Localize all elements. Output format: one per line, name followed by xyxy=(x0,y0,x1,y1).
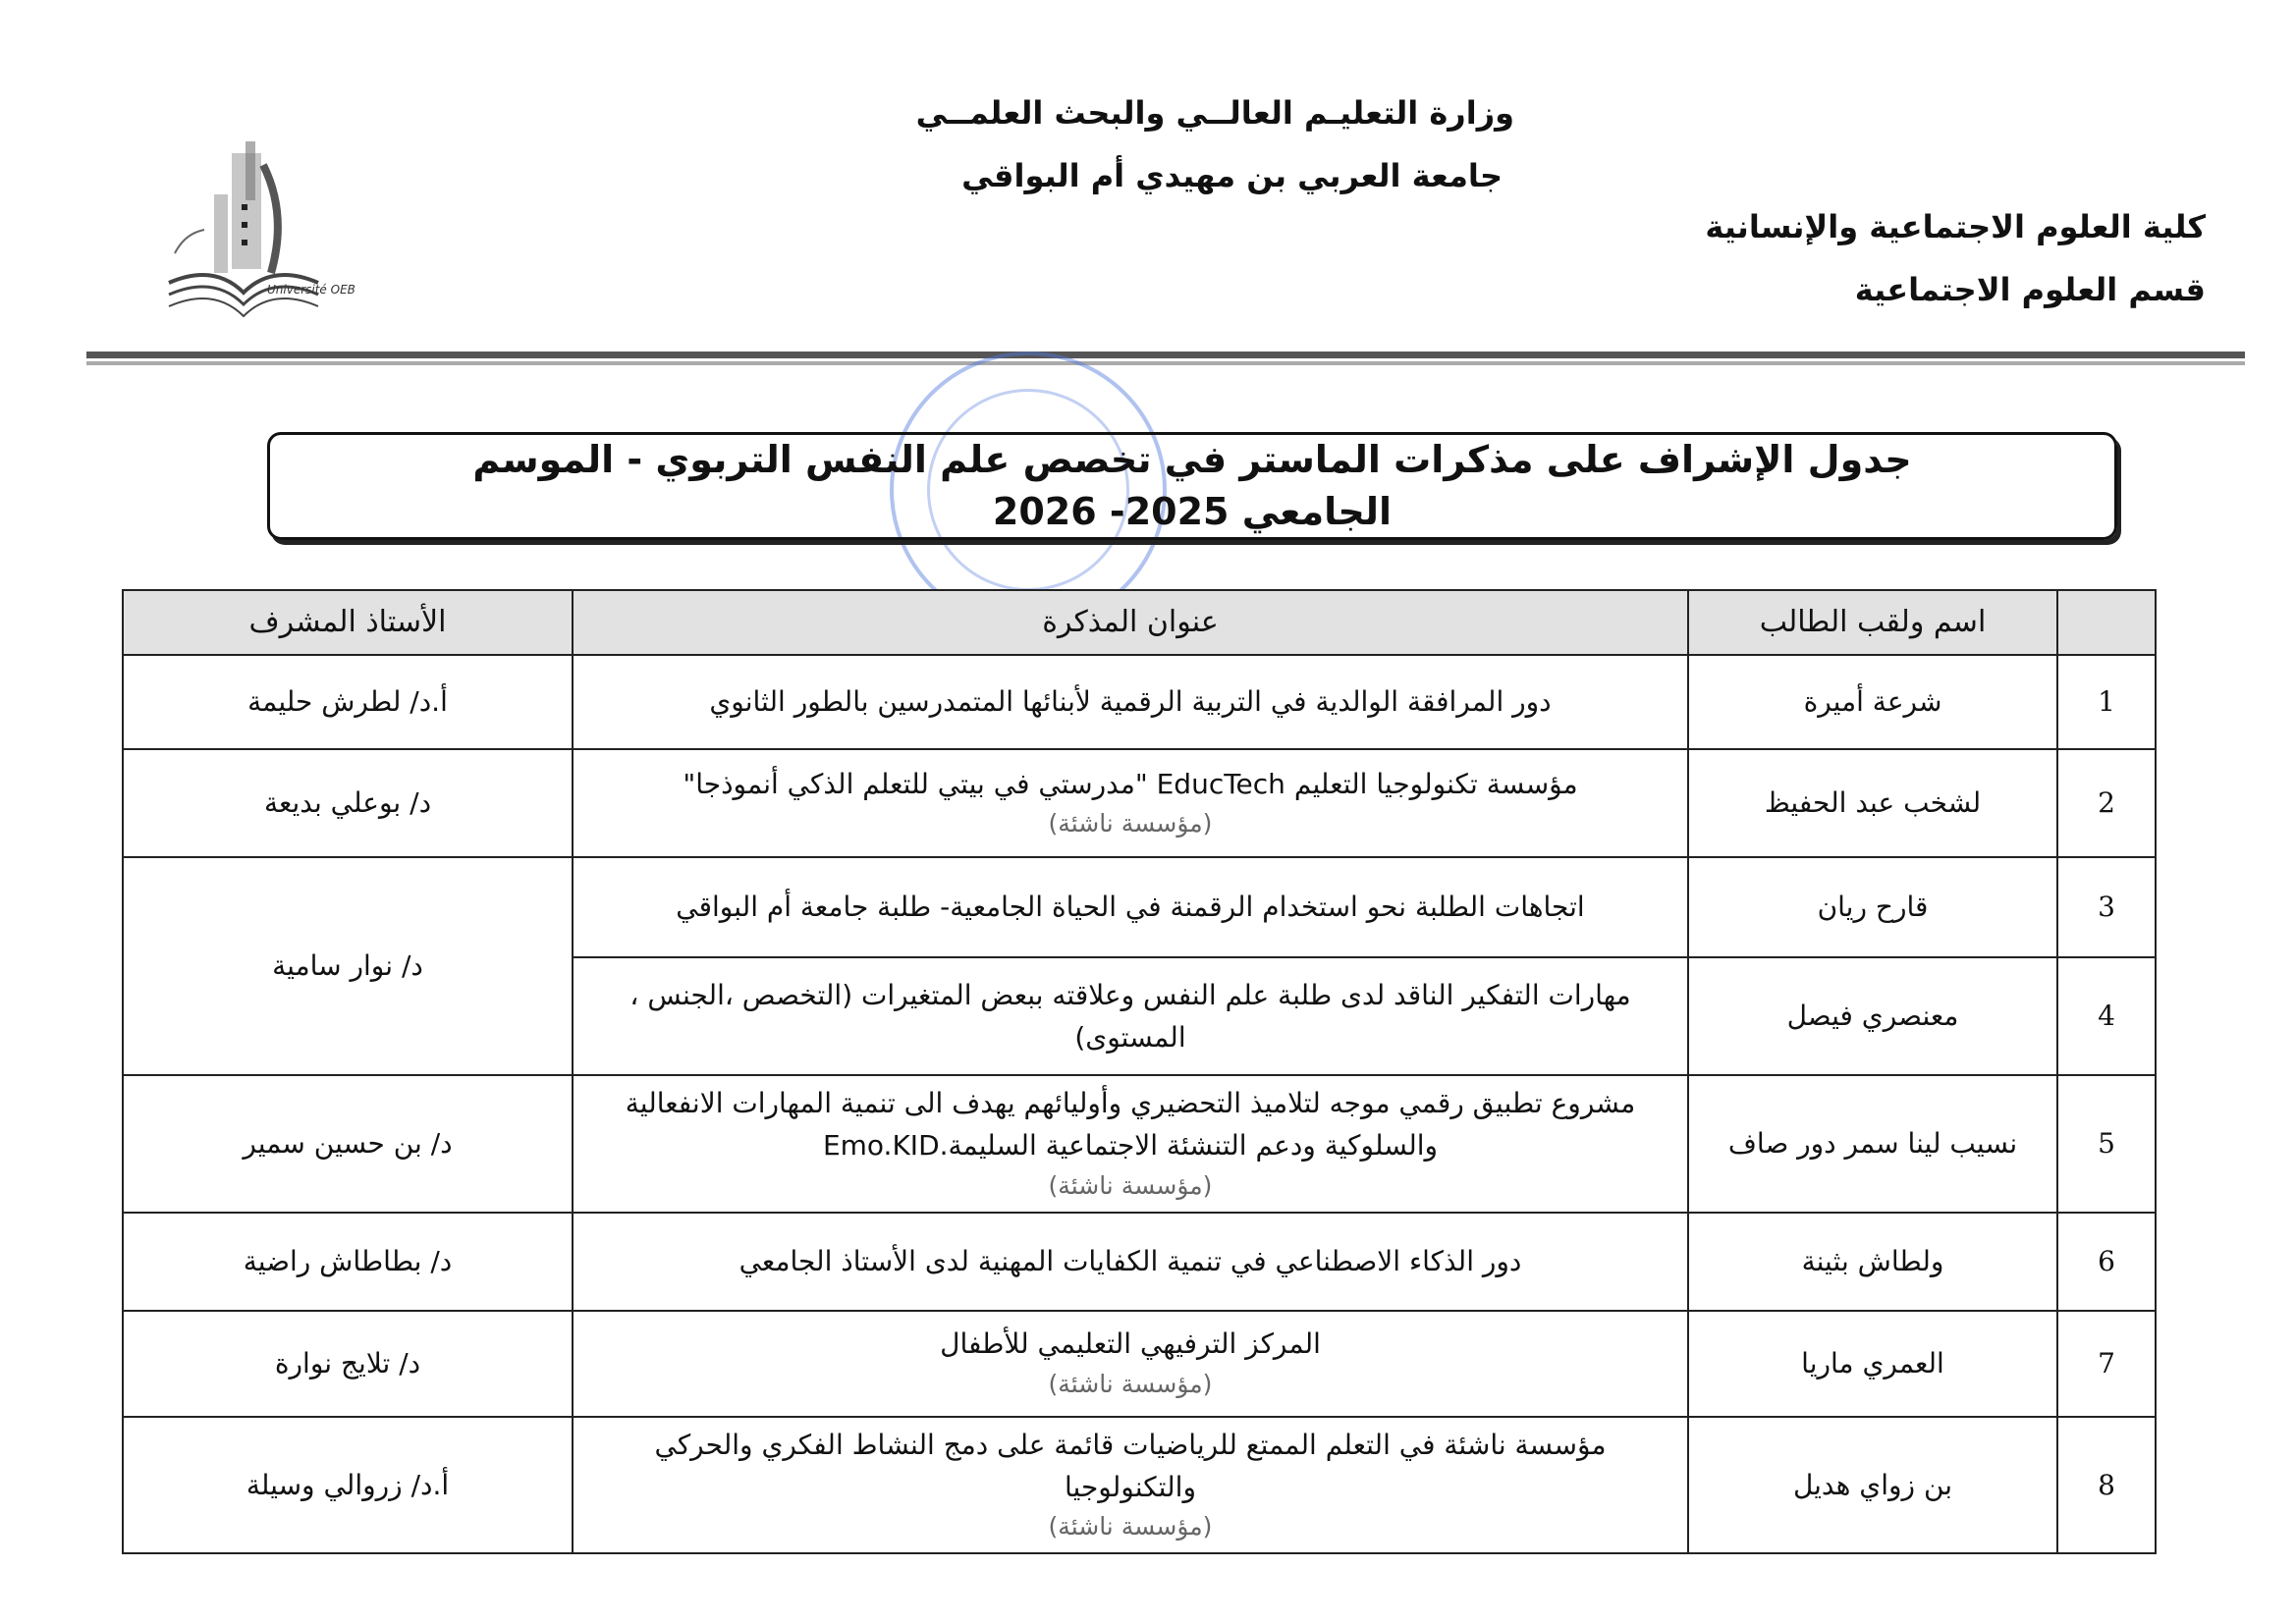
thesis-cell xyxy=(573,749,1688,857)
table-row xyxy=(123,1417,2156,1554)
row-number: 2 xyxy=(2057,749,2156,857)
university-name: جامعة العربي بن مهيدي أم البواقي xyxy=(961,157,1503,194)
row-number: 7 xyxy=(2057,1311,2156,1417)
row-number: 4 xyxy=(2057,957,2156,1075)
header-student: اسم ولقب الطالب xyxy=(1688,590,2057,655)
table-row xyxy=(123,749,2156,857)
student-name: العمري ماريا xyxy=(1688,1311,2057,1417)
thesis-title: دور الذكاء الاصطناعي في تنمية الكفايات المهنية لدى الأستاذ الجامعي xyxy=(573,1213,1688,1311)
thesis-title: مهارات التفكير الناقد لدى طلبة علم النفس وعلاقته ببعض المتغيرات (التخصص ،الجنس ، المستوى) xyxy=(573,957,1688,1075)
supervisor-name: د/ بطاطاش راضية xyxy=(123,1213,573,1311)
thesis-cell xyxy=(573,1417,1688,1554)
thesis-cell xyxy=(573,1075,1688,1213)
supervisor-name: د/ نوار سامية xyxy=(123,857,573,1075)
student-name: شرعة أميرة xyxy=(1688,655,2057,749)
header-divider-shadow xyxy=(86,361,2245,365)
supervisor-name: أ.د/ لطرش حليمة xyxy=(123,655,573,749)
title-box xyxy=(267,432,2117,540)
table-row xyxy=(123,1311,2156,1417)
header-number xyxy=(2057,590,2156,655)
supervision-table xyxy=(122,589,2157,1554)
student-name: ولطاش بثينة xyxy=(1688,1213,2057,1311)
thesis-title: المركز الترفيهي التعليمي للأطفال xyxy=(940,1327,1321,1361)
university-logo-text: Université OEB xyxy=(267,283,355,297)
thesis-title: مؤسسة تكنولوجيا التعليم EducTech "مدرستي في بيتي للتعلم الذكي أنموذجا" xyxy=(683,767,1578,800)
header-thesis: عنوان المذكرة xyxy=(573,590,1688,655)
student-name: نسيب لينا سمر دور صاف xyxy=(1688,1075,2057,1213)
thesis-title: مؤسسة ناشئة في التعلم الممتع للرياضيات قائمة على دمج النشاط الفكري والحركي والتكنولوجيا xyxy=(654,1428,1607,1503)
thesis-title: دور المرافقة الوالدية في التربية الرقمية لأبنائها المتمدرسين بالطور الثانوي xyxy=(573,655,1688,749)
page-title: جدول الإشراف على مذكرات الماستر في تخصص علم النفس التربوي - الموسم الجامعي 2025- 2026 xyxy=(472,437,1912,533)
thesis-title: مشروع تطبيق رقمي موجه لتلاميذ التحضيري وأوليائهم يهدف الى تنمية المهارات الانفعالية والسلوكية ودعم التنشئة الاجتماعية السليمة.Emo.KID xyxy=(625,1087,1636,1163)
department-name: قسم العلوم الاجتماعية xyxy=(1854,271,2206,308)
table-row xyxy=(123,1213,2156,1311)
header-supervisor: الأستاذ المشرف xyxy=(123,590,573,655)
thesis-note: (مؤسسة ناشئة) xyxy=(1048,1369,1213,1398)
table-row xyxy=(123,1075,2156,1213)
table-header-row xyxy=(123,590,2156,655)
header-divider xyxy=(86,352,2245,358)
thesis-note: (مؤسسة ناشئة) xyxy=(1048,1512,1213,1542)
table-row xyxy=(123,857,2156,957)
faculty-name: كلية العلوم الاجتماعية والإنسانية xyxy=(1705,208,2206,245)
student-name: بن زواي هديل xyxy=(1688,1417,2057,1554)
row-number: 8 xyxy=(2057,1417,2156,1554)
supervisor-name: أ.د/ زروالي وسيلة xyxy=(123,1417,573,1554)
row-number: 5 xyxy=(2057,1075,2156,1213)
thesis-note: (مؤسسة ناشئة) xyxy=(1048,1170,1213,1200)
thesis-note: (مؤسسة ناشئة) xyxy=(1048,809,1213,839)
student-name: لشخب عبد الحفيظ xyxy=(1688,749,2057,857)
row-number: 6 xyxy=(2057,1213,2156,1311)
thesis-cell xyxy=(573,1311,1688,1417)
row-number: 1 xyxy=(2057,655,2156,749)
table-row xyxy=(123,655,2156,749)
supervisor-name: د/ بوعلي بديعة xyxy=(123,749,573,857)
ministry-name: وزارة التعليـم العالــي والبحث العلمــي xyxy=(915,94,1514,132)
student-name: قارح ريان xyxy=(1688,857,2057,957)
row-number: 3 xyxy=(2057,857,2156,957)
supervisor-name: د/ بن حسين سمير xyxy=(123,1075,573,1213)
thesis-title: اتجاهات الطلبة نحو استخدام الرقمنة في الحياة الجامعية- طلبة جامعة أم البواقي xyxy=(573,857,1688,957)
supervisor-name: د/ تلايج نوارة xyxy=(123,1311,573,1417)
student-name: معنصري فيصل xyxy=(1688,957,2057,1075)
